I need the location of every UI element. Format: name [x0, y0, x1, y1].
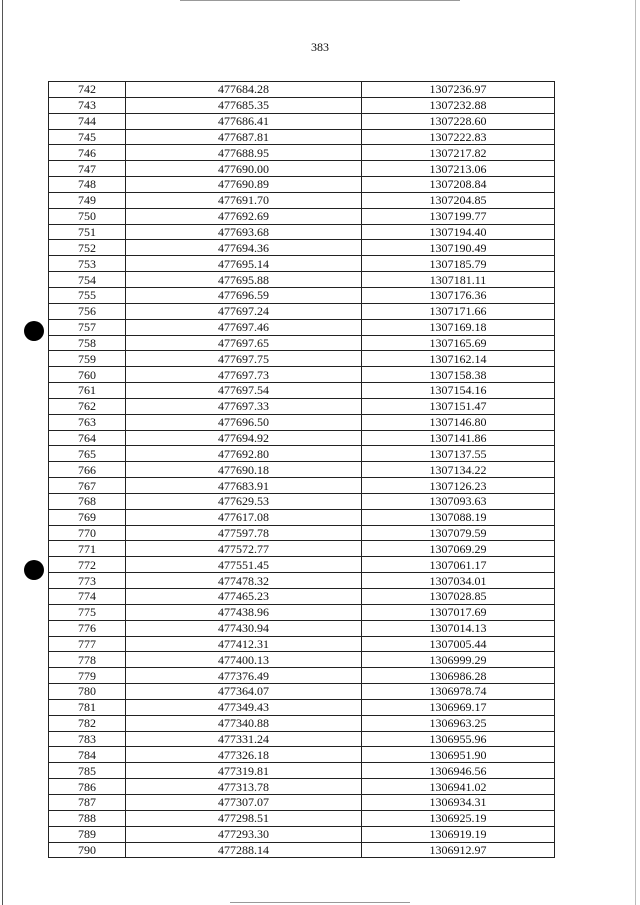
y-coordinate-cell: 1306912.97: [362, 842, 555, 858]
point-number-cell: 775: [49, 604, 126, 620]
table-row: [49, 541, 555, 557]
x-coordinate-cell: 477572.77: [126, 541, 362, 557]
x-coordinate-cell: 477685.35: [126, 97, 362, 113]
y-coordinate-cell: 1306946.56: [362, 763, 555, 779]
y-coordinate-cell: 1306925.19: [362, 810, 555, 826]
y-coordinate-cell: 1307162.14: [362, 351, 555, 367]
table-row: [49, 731, 555, 747]
y-coordinate-cell: 1306941.02: [362, 779, 555, 795]
table-row: [49, 573, 555, 589]
x-coordinate-cell: 477695.88: [126, 272, 362, 288]
table-row: [49, 493, 555, 509]
y-coordinate-cell: 1307093.63: [362, 493, 555, 509]
y-coordinate-cell: 1307088.19: [362, 509, 555, 525]
x-coordinate-cell: 477617.08: [126, 509, 362, 525]
point-number-cell: 750: [49, 208, 126, 224]
point-number-cell: 785: [49, 763, 126, 779]
x-coordinate-cell: 477430.94: [126, 620, 362, 636]
table-row: [49, 557, 555, 573]
table-row: [49, 620, 555, 636]
point-number-cell: 756: [49, 303, 126, 319]
y-coordinate-cell: 1307141.86: [362, 430, 555, 446]
y-coordinate-cell: 1307190.49: [362, 240, 555, 256]
table-row: [49, 779, 555, 795]
x-coordinate-cell: 477694.92: [126, 430, 362, 446]
table-row: [49, 145, 555, 161]
point-number-cell: 742: [49, 82, 126, 98]
table-row: [49, 462, 555, 478]
point-number-cell: 753: [49, 256, 126, 272]
point-number-cell: 770: [49, 525, 126, 541]
y-coordinate-cell: 1307146.80: [362, 414, 555, 430]
point-number-cell: 755: [49, 287, 126, 303]
y-coordinate-cell: 1306978.74: [362, 684, 555, 700]
y-coordinate-cell: 1307134.22: [362, 462, 555, 478]
point-number-cell: 743: [49, 97, 126, 113]
x-coordinate-cell: 477684.28: [126, 82, 362, 98]
table-row: [49, 367, 555, 383]
page-edge-left: [2, 0, 3, 905]
point-number-cell: 771: [49, 541, 126, 557]
table-row: [49, 256, 555, 272]
point-number-cell: 773: [49, 573, 126, 589]
y-coordinate-cell: 1306969.17: [362, 699, 555, 715]
y-coordinate-cell: 1307228.60: [362, 113, 555, 129]
punch-hole: [24, 560, 44, 580]
point-number-cell: 776: [49, 620, 126, 636]
table-row: [49, 747, 555, 763]
y-coordinate-cell: 1306934.31: [362, 794, 555, 810]
x-coordinate-cell: 477697.33: [126, 398, 362, 414]
x-coordinate-cell: 477298.51: [126, 810, 362, 826]
table-row: [49, 604, 555, 620]
table-row: [49, 826, 555, 842]
y-coordinate-cell: 1306963.25: [362, 715, 555, 731]
x-coordinate-cell: 477683.91: [126, 478, 362, 494]
table-row: [49, 509, 555, 525]
y-coordinate-cell: 1307194.40: [362, 224, 555, 240]
point-number-cell: 754: [49, 272, 126, 288]
y-coordinate-cell: 1306919.19: [362, 826, 555, 842]
x-coordinate-cell: 477697.46: [126, 319, 362, 335]
x-coordinate-cell: 477697.73: [126, 367, 362, 383]
point-number-cell: 748: [49, 177, 126, 193]
x-coordinate-cell: 477293.30: [126, 826, 362, 842]
table-row: [49, 303, 555, 319]
y-coordinate-cell: 1307151.47: [362, 398, 555, 414]
y-coordinate-cell: 1306951.90: [362, 747, 555, 763]
y-coordinate-cell: 1307154.16: [362, 383, 555, 399]
point-number-cell: 762: [49, 398, 126, 414]
table-row: [49, 636, 555, 652]
point-number-cell: 777: [49, 636, 126, 652]
y-coordinate-cell: 1307217.82: [362, 145, 555, 161]
x-coordinate-cell: 477629.53: [126, 493, 362, 509]
point-number-cell: 745: [49, 129, 126, 145]
point-number-cell: 778: [49, 652, 126, 668]
point-number-cell: 768: [49, 493, 126, 509]
y-coordinate-cell: 1306955.96: [362, 731, 555, 747]
table-row: [49, 414, 555, 430]
table-row: [49, 652, 555, 668]
point-number-cell: 749: [49, 192, 126, 208]
y-coordinate-cell: 1307165.69: [362, 335, 555, 351]
table-row: [49, 589, 555, 605]
point-number-cell: 759: [49, 351, 126, 367]
point-number-cell: 760: [49, 367, 126, 383]
table-row: [49, 208, 555, 224]
x-coordinate-cell: 477690.18: [126, 462, 362, 478]
x-coordinate-cell: 477697.54: [126, 383, 362, 399]
table-row: [49, 113, 555, 129]
table-row: [49, 715, 555, 731]
y-coordinate-cell: 1307079.59: [362, 525, 555, 541]
x-coordinate-cell: 477692.80: [126, 446, 362, 462]
point-number-cell: 764: [49, 430, 126, 446]
point-number-cell: 767: [49, 478, 126, 494]
y-coordinate-cell: 1307034.01: [362, 573, 555, 589]
point-number-cell: 757: [49, 319, 126, 335]
point-number-cell: 784: [49, 747, 126, 763]
table-row: [49, 763, 555, 779]
table-row: [49, 272, 555, 288]
point-number-cell: 781: [49, 699, 126, 715]
y-coordinate-cell: 1307213.06: [362, 161, 555, 177]
point-number-cell: 789: [49, 826, 126, 842]
y-coordinate-cell: 1307236.97: [362, 82, 555, 98]
y-coordinate-cell: 1307028.85: [362, 589, 555, 605]
table-row: [49, 192, 555, 208]
x-coordinate-cell: 477331.24: [126, 731, 362, 747]
point-number-cell: 752: [49, 240, 126, 256]
x-coordinate-cell: 477696.50: [126, 414, 362, 430]
table-row: [49, 810, 555, 826]
point-number-cell: 772: [49, 557, 126, 573]
table-row: [49, 287, 555, 303]
point-number-cell: 788: [49, 810, 126, 826]
x-coordinate-cell: 477438.96: [126, 604, 362, 620]
x-coordinate-cell: 477313.78: [126, 779, 362, 795]
x-coordinate-cell: 477551.45: [126, 557, 362, 573]
x-coordinate-cell: 477478.32: [126, 573, 362, 589]
x-coordinate-cell: 477695.14: [126, 256, 362, 272]
table-row: [49, 699, 555, 715]
table-row: [49, 446, 555, 462]
table-row: [49, 335, 555, 351]
y-coordinate-cell: 1307208.84: [362, 177, 555, 193]
point-number-cell: 744: [49, 113, 126, 129]
y-coordinate-cell: 1307014.13: [362, 620, 555, 636]
coordinates-table-body: [49, 82, 555, 858]
point-number-cell: 769: [49, 509, 126, 525]
page-edge-right: [635, 0, 636, 905]
x-coordinate-cell: 477688.95: [126, 145, 362, 161]
table-row: [49, 383, 555, 399]
y-coordinate-cell: 1307017.69: [362, 604, 555, 620]
y-coordinate-cell: 1307199.77: [362, 208, 555, 224]
x-coordinate-cell: 477697.65: [126, 335, 362, 351]
x-coordinate-cell: 477697.75: [126, 351, 362, 367]
x-coordinate-cell: 477597.78: [126, 525, 362, 541]
table-row: [49, 129, 555, 145]
x-coordinate-cell: 477693.68: [126, 224, 362, 240]
table-row: [49, 161, 555, 177]
punch-hole: [24, 321, 44, 341]
x-coordinate-cell: 477340.88: [126, 715, 362, 731]
table-row: [49, 224, 555, 240]
point-number-cell: 751: [49, 224, 126, 240]
y-coordinate-cell: 1307061.17: [362, 557, 555, 573]
point-number-cell: 787: [49, 794, 126, 810]
y-coordinate-cell: 1307171.66: [362, 303, 555, 319]
x-coordinate-cell: 477349.43: [126, 699, 362, 715]
table-row: [49, 240, 555, 256]
table-row: [49, 668, 555, 684]
y-coordinate-cell: 1307185.79: [362, 256, 555, 272]
point-number-cell: 779: [49, 668, 126, 684]
point-number-cell: 758: [49, 335, 126, 351]
point-number-cell: 766: [49, 462, 126, 478]
point-number-cell: 765: [49, 446, 126, 462]
x-coordinate-cell: 477412.31: [126, 636, 362, 652]
y-coordinate-cell: 1307176.36: [362, 287, 555, 303]
y-coordinate-cell: 1306999.29: [362, 652, 555, 668]
point-number-cell: 747: [49, 161, 126, 177]
x-coordinate-cell: 477692.69: [126, 208, 362, 224]
x-coordinate-cell: 477690.00: [126, 161, 362, 177]
point-number-cell: 786: [49, 779, 126, 795]
table-row: [49, 478, 555, 494]
coordinates-table: [48, 81, 555, 858]
page-number: 383: [311, 40, 329, 54]
table-row: [49, 319, 555, 335]
x-coordinate-cell: 477687.81: [126, 129, 362, 145]
table-row: [49, 525, 555, 541]
point-number-cell: 774: [49, 589, 126, 605]
table-row: [49, 794, 555, 810]
x-coordinate-cell: 477465.23: [126, 589, 362, 605]
point-number-cell: 783: [49, 731, 126, 747]
x-coordinate-cell: 477376.49: [126, 668, 362, 684]
point-number-cell: 761: [49, 383, 126, 399]
x-coordinate-cell: 477690.89: [126, 177, 362, 193]
table-row: [49, 82, 555, 98]
x-coordinate-cell: 477691.70: [126, 192, 362, 208]
table-row: [49, 684, 555, 700]
scan-artifact-top: [180, 0, 460, 1]
table-row: [49, 351, 555, 367]
x-coordinate-cell: 477288.14: [126, 842, 362, 858]
x-coordinate-cell: 477697.24: [126, 303, 362, 319]
y-coordinate-cell: 1307222.83: [362, 129, 555, 145]
x-coordinate-cell: 477686.41: [126, 113, 362, 129]
x-coordinate-cell: 477694.36: [126, 240, 362, 256]
y-coordinate-cell: 1307204.85: [362, 192, 555, 208]
point-number-cell: 746: [49, 145, 126, 161]
y-coordinate-cell: 1307181.11: [362, 272, 555, 288]
x-coordinate-cell: 477364.07: [126, 684, 362, 700]
y-coordinate-cell: 1307126.23: [362, 478, 555, 494]
point-number-cell: 790: [49, 842, 126, 858]
y-coordinate-cell: 1307005.44: [362, 636, 555, 652]
point-number-cell: 763: [49, 414, 126, 430]
table-row: [49, 97, 555, 113]
y-coordinate-cell: 1307137.55: [362, 446, 555, 462]
x-coordinate-cell: 477319.81: [126, 763, 362, 779]
y-coordinate-cell: 1307232.88: [362, 97, 555, 113]
y-coordinate-cell: 1307169.18: [362, 319, 555, 335]
table-row: [49, 430, 555, 446]
scan-artifact-bottom: [230, 902, 410, 903]
table-row: [49, 177, 555, 193]
table-row: [49, 842, 555, 858]
x-coordinate-cell: 477307.07: [126, 794, 362, 810]
y-coordinate-cell: 1307158.38: [362, 367, 555, 383]
x-coordinate-cell: 477400.13: [126, 652, 362, 668]
y-coordinate-cell: 1306986.28: [362, 668, 555, 684]
x-coordinate-cell: 477696.59: [126, 287, 362, 303]
table-row: [49, 398, 555, 414]
point-number-cell: 782: [49, 715, 126, 731]
point-number-cell: 780: [49, 684, 126, 700]
y-coordinate-cell: 1307069.29: [362, 541, 555, 557]
x-coordinate-cell: 477326.18: [126, 747, 362, 763]
